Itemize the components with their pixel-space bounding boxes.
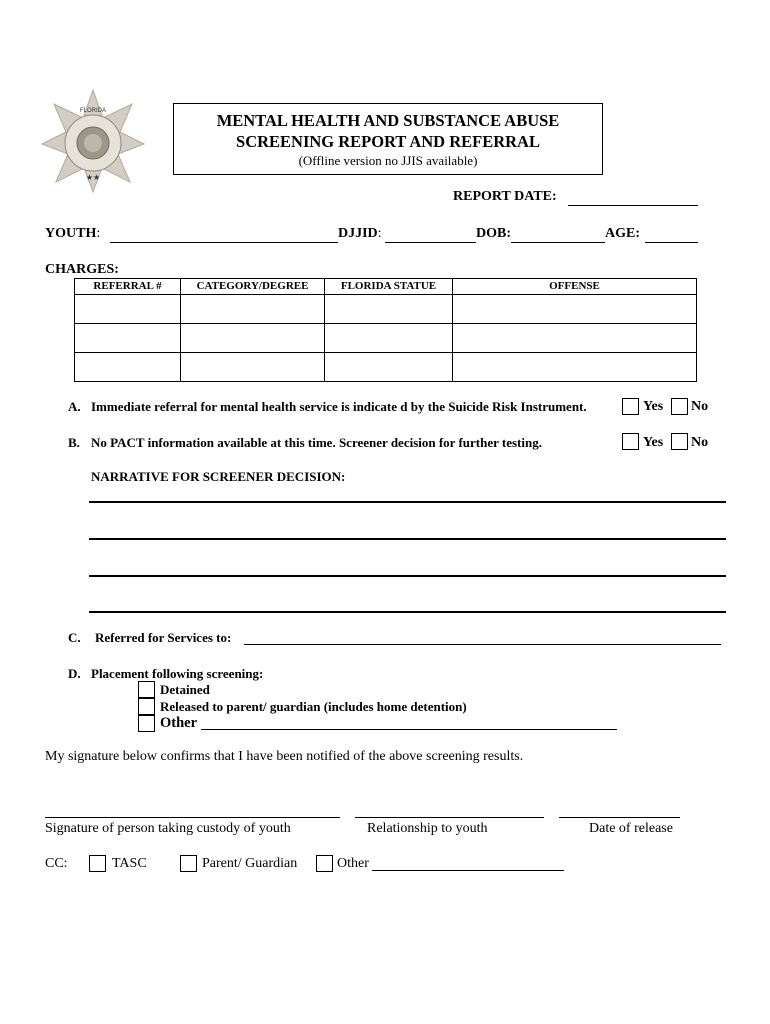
item-a-yes-checkbox[interactable] [622,398,639,415]
table-cell[interactable] [325,295,453,324]
narrative-line-4[interactable] [89,611,726,613]
narrative-line-1[interactable] [89,501,726,503]
item-a-yes-label: Yes [643,399,664,414]
table-cell[interactable] [453,324,697,353]
form-subtitle: (Offline version no JJIS available) [298,153,478,168]
relationship-label: Relationship to youth [367,821,488,836]
detained-checkbox[interactable] [138,681,155,698]
confirmation-text: My signature below confirms that I have been notified of the above screening results. [45,749,524,764]
report-date-field[interactable] [568,205,698,206]
cc-tasc-checkbox[interactable] [89,855,106,872]
detained-label: Detained [160,682,210,697]
narrative-label: NARRATIVE FOR SCREENER DECISION: [91,469,346,484]
table-cell[interactable] [75,353,181,382]
custody-signature-field[interactable] [45,817,340,818]
released-label: Released to parent/ guardian (includes home detention) [160,699,467,714]
agency-logo [40,88,146,194]
youth-colon: : [96,226,101,241]
item-b-text: No PACT information available at this time. Screener decision for further testing. [91,435,542,450]
relationship-field[interactable] [355,817,544,818]
table-cell[interactable] [75,324,181,353]
col-offense: OFFENSE [453,279,697,295]
form-title-line1: MENTAL HEALTH AND SUBSTANCE ABUSE [216,111,560,130]
cc-tasc-label: TASC [112,856,147,871]
table-cell[interactable] [453,295,697,324]
released-checkbox[interactable] [138,698,155,715]
youth-name-field[interactable] [110,242,338,243]
custody-signature-label: Signature of person taking custody of youth [45,821,291,836]
release-date-field[interactable] [559,817,680,818]
logo-text-top: FLORIDA [79,108,107,114]
col-category-degree: CATEGORY/DEGREE [181,279,325,295]
table-cell[interactable] [325,353,453,382]
cc-other-label: Other [337,856,369,871]
charges-label: CHARGES: [45,262,119,277]
item-a-no-label: No [691,399,709,414]
form-title-box [173,103,603,175]
cc-other-field[interactable] [372,870,564,871]
djjid-colon: : [377,226,382,241]
charges-header-row [75,279,697,295]
item-b-yes-label: Yes [643,435,664,450]
col-florida-statute: FLORIDA STATUE [325,279,453,295]
item-d-letter: D. [68,666,81,681]
youth-label: YOUTH [45,226,97,241]
charges-table [74,278,697,382]
age-field[interactable] [645,242,698,243]
report-date-label: REPORT DATE: [453,189,557,204]
table-cell[interactable] [181,353,325,382]
age-label: AGE: [605,226,640,241]
dob-field[interactable] [511,242,605,243]
table-cell[interactable] [453,353,697,382]
narrative-line-3[interactable] [89,575,726,577]
release-date-label: Date of release [589,821,673,836]
item-a-no-checkbox[interactable] [671,398,688,415]
item-c-text: Referred for Services to: [95,630,232,645]
item-b-no-checkbox[interactable] [671,433,688,450]
item-d-text: Placement following screening: [91,666,264,681]
cc-label: CC: [45,856,68,871]
cc-parent-label: Parent/ Guardian [202,856,298,871]
item-a-text: Immediate referral for mental health service is indicate d by the Suicide Risk Instrument. [91,399,587,414]
cc-other-checkbox[interactable] [316,855,333,872]
dob-label: DOB: [476,226,511,241]
table-cell[interactable] [181,324,325,353]
item-a-letter: A. [68,399,81,414]
cc-parent-checkbox[interactable] [180,855,197,872]
item-b-yes-checkbox[interactable] [622,433,639,450]
table-row [75,295,697,324]
item-c-letter: C. [68,630,81,645]
narrative-line-2[interactable] [89,538,726,540]
form-title-line2: SCREENING REPORT AND REFERRAL [236,132,540,151]
djjid-label: DJJID [338,226,378,241]
other-placement-checkbox[interactable] [138,715,155,732]
other-placement-label: Other [160,715,198,731]
djjid-field[interactable] [385,242,476,243]
referred-services-field[interactable] [244,644,721,645]
logo-stars: ★★ [85,173,101,182]
djjid-row [338,226,382,242]
item-b-no-label: No [691,435,709,450]
col-referral-number: REFERRAL # [75,279,181,295]
other-placement-field[interactable] [201,729,617,730]
table-cell[interactable] [181,295,325,324]
item-b-letter: B. [68,435,80,450]
table-row [75,353,697,382]
table-cell[interactable] [75,295,181,324]
table-row [75,324,697,353]
table-cell[interactable] [325,324,453,353]
youth-row [45,226,100,242]
